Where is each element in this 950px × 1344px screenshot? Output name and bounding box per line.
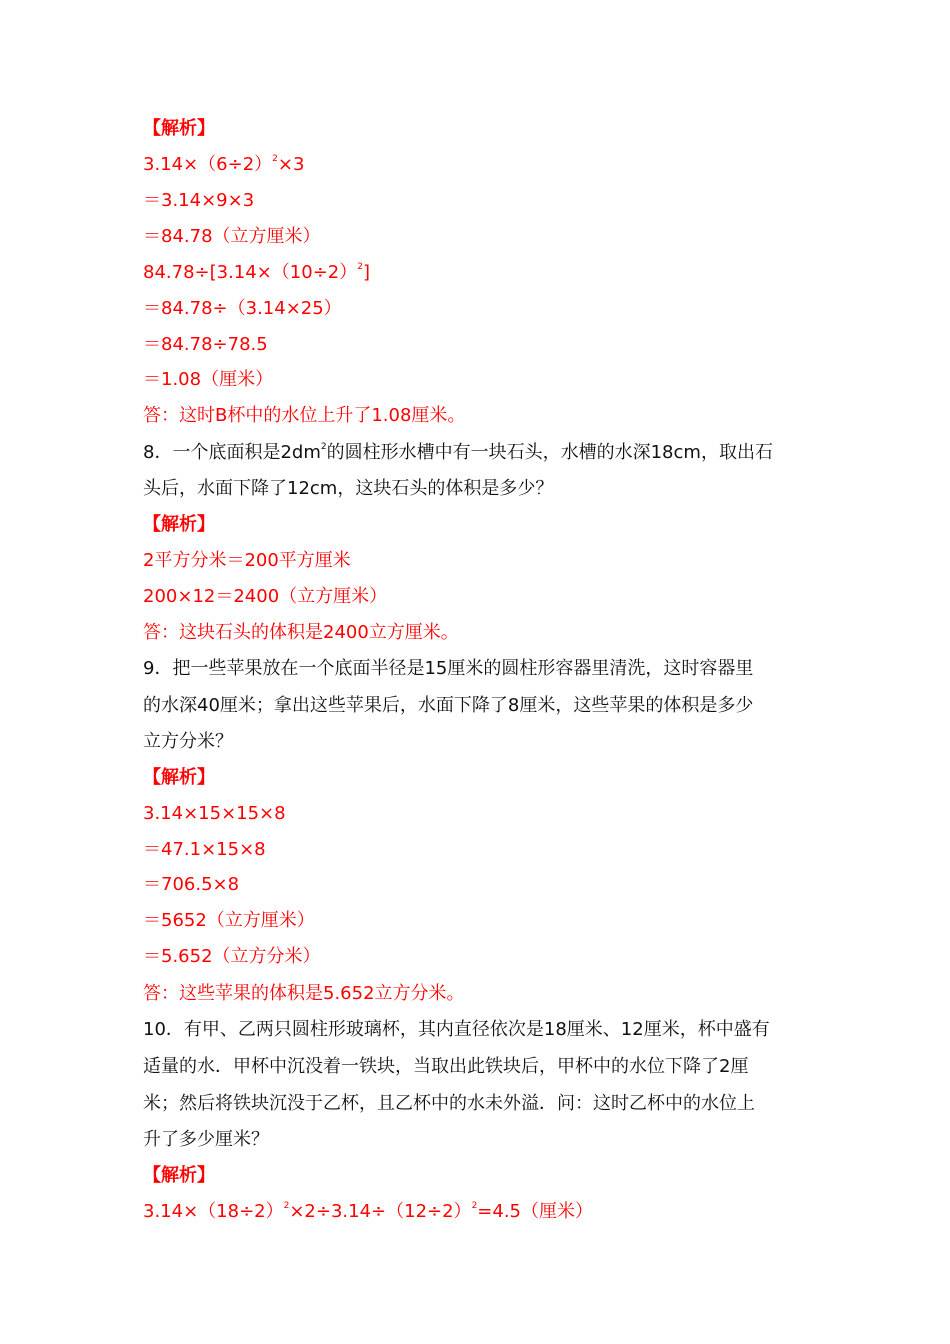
solution-line: ＝47.1×15×8 [143, 839, 266, 860]
answer-line-9: 答：这些苹果的体积是5.652立方分米。 [143, 983, 465, 1004]
solution-line: ＝1.08（厘米） [143, 369, 274, 390]
solution-line: $3.14\times(6\div 2)^2\times 3$ [143, 154, 305, 175]
answer-line-7: 答：这时B杯中的水位上升了1.08厘米。 [143, 405, 466, 426]
solution-line: 200×12＝2400（立方厘米） [143, 586, 388, 607]
analysis-heading-10: 【解析】 [143, 1165, 215, 1186]
answer-line-10: $3.14\times(18\div 2)^2\times 2\div 3.14\div(12\div 2)^2=4.5$（厘米） [143, 1201, 594, 1222]
question-10-line: 米；然后将铁块沉没于乙杯，且乙杯中的水未外溢．问：这时乙杯中的水位上 [143, 1093, 755, 1114]
solution-line: 3.14×15×15×8 [143, 803, 286, 824]
solution-line: $84.78\div[3.14\times(10\div 2)^2]$ [143, 262, 370, 283]
solution-line: ＝84.78÷78.5 [143, 334, 268, 355]
question-8-line: 8．一个底面积是$2dm^2$的圆柱形水槽中有一块石头，水槽的水深18cm，取出石 [143, 442, 773, 463]
analysis-heading-9: 【解析】 [143, 767, 215, 788]
solution-line: 2平方分米＝200平方厘米 [143, 550, 351, 571]
question-9-line: 9．把一些苹果放在一个底面半径是15厘米的圆柱形容器里清洗，这时容器里 [143, 658, 754, 679]
analysis-heading-8: 【解析】 [143, 514, 215, 535]
question-9-line: 立方分米？ [143, 731, 233, 752]
solution-line: ＝84.78÷（3.14×25） [143, 298, 342, 319]
solution-line: ＝84.78（立方厘米） [143, 226, 321, 247]
solution-line: ＝706.5×8 [143, 874, 240, 895]
solution-line: ＝5.652（立方分米） [143, 946, 321, 967]
answer-line-8: 答：这块石头的体积是2400立方厘米。 [143, 622, 459, 643]
question-10-line: 升了多少厘米？ [143, 1129, 269, 1150]
solution-line: ＝5652（立方厘米） [143, 910, 315, 931]
question-10-line: 适量的水．甲杯中沉没着一铁块，当取出此铁块后，甲杯中的水位下降了2厘 [143, 1056, 749, 1077]
analysis-heading-7: 【解析】 [143, 118, 215, 139]
question-9-line: 的水深40厘米；拿出这些苹果后，水面下降了8厘米，这些苹果的体积是多少 [143, 695, 754, 716]
question-10-line: 10．有甲、乙两只圆柱形玻璃杯，其内直径依次是18厘米、12厘米，杯中盛有 [143, 1019, 770, 1040]
question-8-line: 头后，水面下降了12cm，这块石头的体积是多少？ [143, 478, 554, 499]
solution-line: ＝3.14×9×3 [143, 190, 255, 211]
